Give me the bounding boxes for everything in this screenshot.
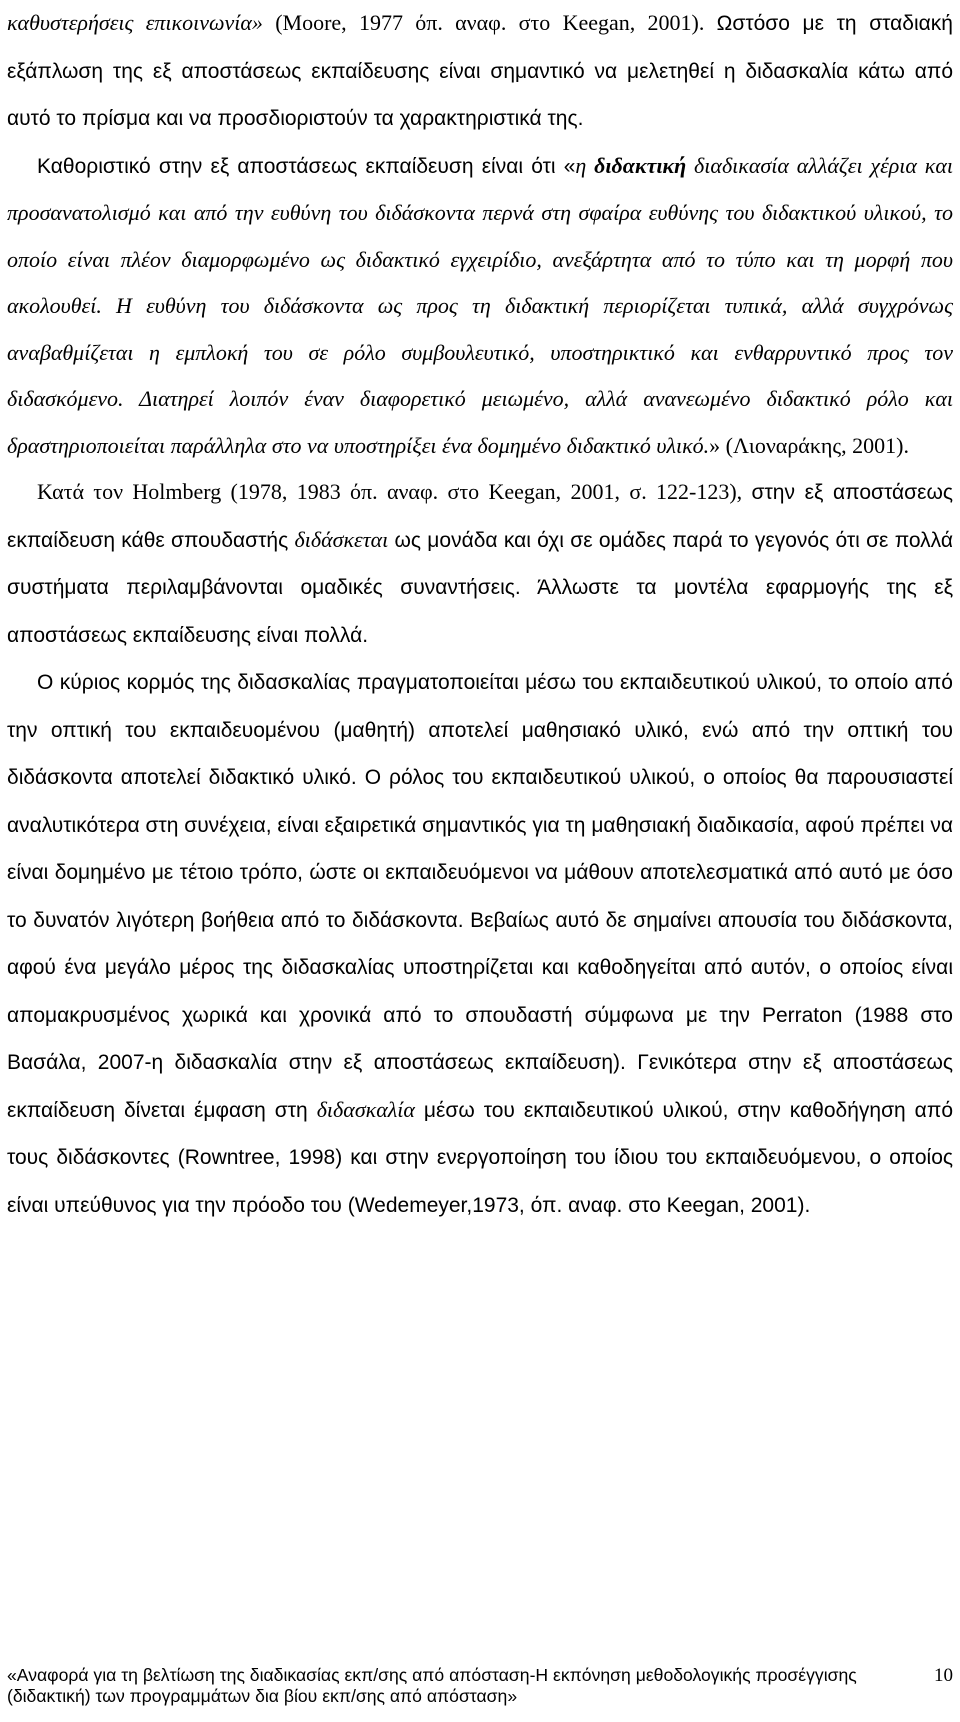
paragraph-didactic-process: [7, 143, 953, 470]
emphasis-italic: διδάσκεται: [294, 526, 389, 552]
paragraph-educational-material: [7, 659, 953, 1229]
paragraph-text: Ο κύριος κορμός της διδασκαλίας πραγματοποιείται μέσω του εκπαιδευτικού υλικού, το οποίο από την οπτική του εκπαιδευομένου (μαθητή) αποτελεί μαθησιακό υλικό, ενώ από την οπτική του διδάσκοντα αποτελεί διδακτικό υλικό. Ο ρόλος του εκπαιδευτικού υλικού, ο οποίος θα παρουσιαστεί αναλυτικότερα στη συνέχεια, είναι εξαιρετικά σημαντικός για τη μαθησιακή διαδικασία, αφού πρέπει να είναι δομημένο με τέτοιο τρόπο, ώστε οι εκπαιδευόμενοι να μάθουν αποτελεσματικά από αυτό με όσο το δυνατόν λιγότερη βοήθεια από το διδάσκοντα. Βεβαίως αυτό δε σημαίνει απουσία του διδάσκοντα, αφού ένα μεγάλο μέρος της διδασκαλίας υποστηρίζεται και καθοδηγείται από αυτόν, ο οποίος είναι απομακρυσμένος χωρικά και χρονικά από το σπουδαστή σύμφωνα με την Perraton (1988 στο Βασάλα, 2007-η διδασκαλία στην εξ αποστάσεως εκπαίδευση). Γενικότερα στην εξ αποστάσεως εκπαίδευση δίνεται έμφαση στη: [7, 671, 953, 1122]
document-page: [7, 0, 953, 1722]
page-number: 10: [934, 1665, 953, 1686]
paragraph-text: Ωστόσο με τη σταδιακή εξάπλωση της εξ αποστάσεως εκπαίδευσης είναι σημαντικό να μελετηθεί η διδασκαλία κάτω από αυτό το πρίσμα και να προσδιοριστούν τα χαρακτηριστικά της.: [7, 12, 953, 130]
quote-ending-italic: καθυστερήσεις επικοινωνία»: [7, 10, 263, 35]
paragraph-holmberg: [7, 469, 953, 659]
paragraph-text: μέσω του εκπαιδευτικού υλικού, στην καθοδήγηση από τους διδάσκοντες (Rowntree, 1998) και στην ενεργοποίηση του ίδιου του εκπαιδευόμενου, ο οποίος είναι υπεύθυνος για την πρόοδο του (Wedemeyer,1973, όπ. αναφ. στο Keegan, 2001).: [7, 1098, 953, 1217]
document-body: [7, 0, 953, 1229]
paragraph-continued: [7, 0, 953, 143]
emphasis-bold-italic: διδακτική: [594, 152, 687, 178]
paragraph-text: στην εξ αποστάσεως εκπαίδευση κάθε σπουδαστής: [7, 481, 953, 552]
citation-lionarakis: » (Λιοναράκης, 2001).: [709, 432, 909, 458]
paragraph-lead-text: Καθοριστικό στην εξ αποστάσεως εκπαίδευση είναι ότι «: [37, 154, 576, 178]
emphasis-italic: διδασκαλία: [316, 1096, 415, 1122]
paragraph-text: ως μονάδα και όχι σε ομάδες παρά το γεγονός ότι σε πολλά συστήματα περιλαμβάνονται ομαδικές συναντήσεις. Άλλωστε τα μοντέλα εφαρμογής της εξ αποστάσεως εκπαίδευσης είναι πολλά.: [7, 528, 953, 647]
citation-moore: (Moore, 1977 όπ. αναφ. στο Keegan, 2001).: [262, 10, 717, 35]
footer-note: «Αναφορά για τη βελτίωση της διαδικασίας εκπ/σης από απόσταση-Η εκπόνηση μεθοδολογικής προσέγγισης (διδακτική) των προγραμμάτων δια βίου εκπ/σης από απόσταση»: [7, 1665, 857, 1706]
page-footer: [7, 1665, 953, 1707]
quote-text-italic: η: [575, 152, 595, 178]
citation-holmberg: Κατά τον Holmberg (1978, 1983 όπ. αναφ. στο Keegan, 2001, σ. 122-123),: [37, 479, 752, 504]
quote-text-italic: διαδικασία αλλάζει χέρια και προσανατολισμό και από την ευθύνη του διδάσκοντα περνά στη σφαίρα ευθύνης του διδακτικού υλικού, το οποίο είναι πλέον διαμορφωμένο ως διδακτικό εγχειρίδιο, ανεξάρτητα από το τύπο και τη μορφή που ακολουθεί. Η ευθύνη του διδάσκοντα ως προς τη διδακτική περιορίζεται τυπικά, αλλά συγχρόνως αναβαθμίζεται η εμπλοκή του σε ρόλο συμβουλευτικό, υποστηρικτικό και ενθαρρυντικό προς τον διδασκόμενο. Διατηρεί λοιπόν έναν διαφορετικό μειωμένο, αλλά ανανεωμένο διδακτικό ρόλο και δραστηριοποιείται παράλληλα στο να υποστηρίξει ένα δομημένο διδακτικό υλικό.: [7, 152, 954, 458]
